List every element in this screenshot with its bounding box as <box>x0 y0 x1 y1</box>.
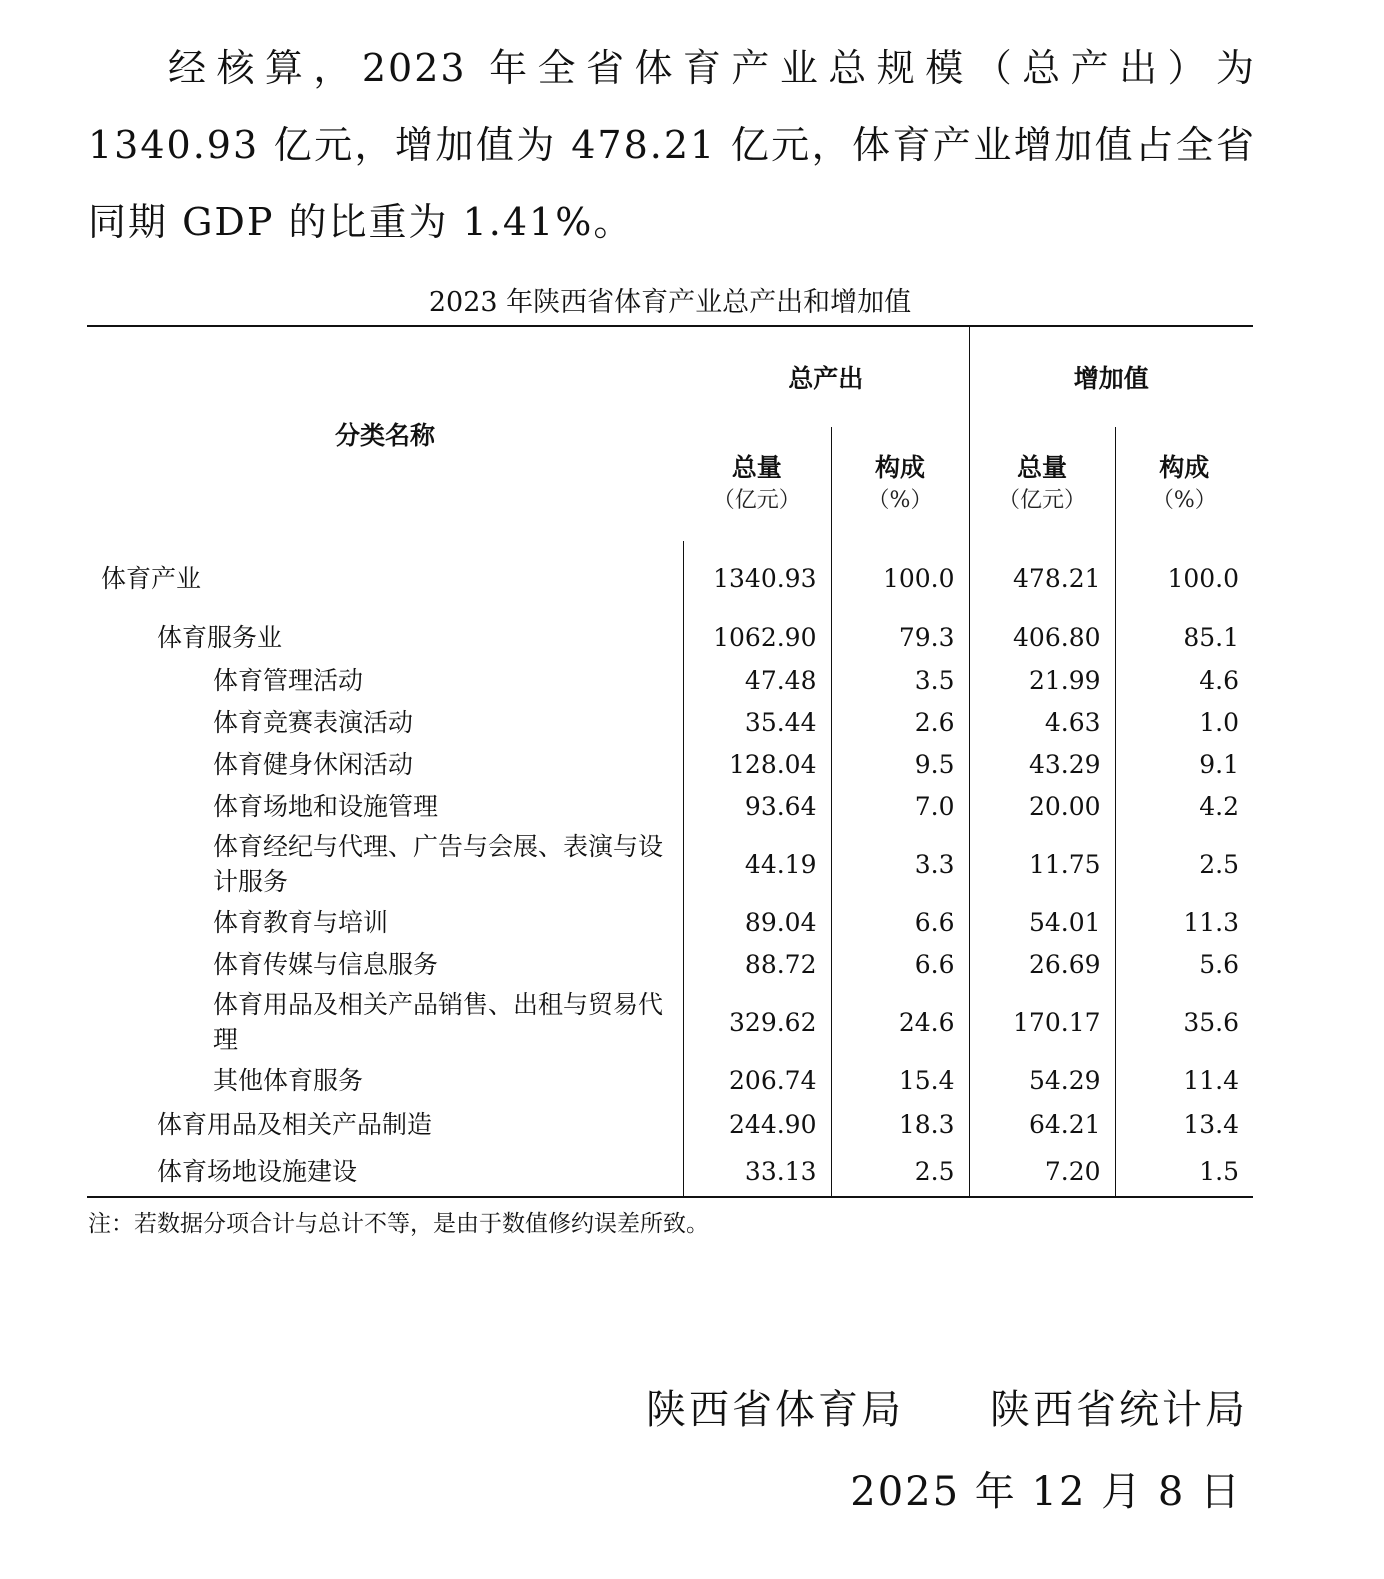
row-added-share: 4.2 <box>1199 791 1240 821</box>
row-output-total: 47.48 <box>683 659 831 701</box>
row-added-share: 11.4 <box>1183 1065 1240 1095</box>
header-category-name: 分类名称 <box>87 326 683 541</box>
row-output-share: 24.6 <box>831 985 969 1059</box>
row-output-share: 2.5 <box>831 1147 969 1197</box>
row-name: 体育教育与培训 <box>87 901 683 943</box>
row-name: 体育健身休闲活动 <box>87 743 683 785</box>
table-row <box>87 785 1253 827</box>
table-row <box>87 943 1253 985</box>
header-share-unit: （%） <box>867 488 933 513</box>
header-total-output: 总产出 <box>683 326 969 427</box>
row-output-share: 3.3 <box>831 827 969 901</box>
row-output-total: 33.13 <box>683 1147 831 1197</box>
table-row <box>87 615 1253 659</box>
row-added-share: 5.6 <box>1199 949 1240 979</box>
row-added-share: 100.0 <box>1167 563 1240 593</box>
row-output-share: 3.5 <box>831 659 969 701</box>
row-output-share: 79.3 <box>831 615 969 659</box>
row-output-share: 6.6 <box>831 943 969 985</box>
row-output-total: 35.44 <box>683 701 831 743</box>
header-total-label: 总量 <box>1017 453 1068 482</box>
row-output-share: 7.0 <box>831 785 969 827</box>
table-row <box>87 743 1253 785</box>
header-share-unit: （%） <box>1151 488 1217 513</box>
row-added-share: 4.6 <box>1199 665 1240 695</box>
table-row <box>87 1147 1253 1197</box>
row-added-total: 54.29 <box>969 1059 1115 1101</box>
row-added-share: 9.1 <box>1199 749 1240 779</box>
row-name: 体育场地和设施管理 <box>87 785 683 827</box>
row-added-share: 1.5 <box>1115 1147 1253 1197</box>
intro-paragraph: 经核算，2023 年全省体育产业总规模（总产出）为 1340.93 亿元，增加值为 478.21 亿元，体育产业增加值占全省同期 GDP 的比重为 1.41%。 <box>88 46 1256 244</box>
table-row <box>87 659 1253 701</box>
row-added-share: 85.1 <box>1183 622 1240 652</box>
table-row <box>87 985 1253 1059</box>
sports-industry-table <box>87 325 1253 1198</box>
signature-date: 2025 年 12 月 8 日 <box>850 1469 1242 1515</box>
row-added-total: 64.21 <box>969 1101 1115 1147</box>
row-name: 体育用品及相关产品销售、出租与贸易代理 <box>87 985 683 1059</box>
header-total-label: 总量 <box>731 453 782 482</box>
row-output-total: 206.74 <box>683 1059 831 1101</box>
row-output-total: 1340.93 <box>683 541 831 615</box>
row-name: 体育场地设施建设 <box>87 1147 683 1197</box>
row-name: 体育竞赛表演活动 <box>87 701 683 743</box>
row-added-total: 20.00 <box>969 785 1115 827</box>
row-added-total: 7.20 <box>969 1147 1115 1197</box>
row-output-total: 93.64 <box>683 785 831 827</box>
row-name: 其他体育服务 <box>87 1059 683 1101</box>
row-output-share: 6.6 <box>831 901 969 943</box>
row-added-total: 43.29 <box>969 743 1115 785</box>
row-output-total: 89.04 <box>683 901 831 943</box>
row-output-share: 9.5 <box>831 743 969 785</box>
row-output-total: 88.72 <box>683 943 831 985</box>
row-added-share: 1.0 <box>1199 707 1240 737</box>
row-name: 体育用品及相关产品制造 <box>87 1101 683 1147</box>
signature-organizations <box>646 1378 1248 1435</box>
row-added-total: 21.99 <box>969 659 1115 701</box>
header-output-share <box>831 427 969 541</box>
header-total-unit: （亿元） <box>712 488 801 513</box>
row-output-total: 128.04 <box>683 743 831 785</box>
header-output-total <box>683 427 831 541</box>
row-added-total: 406.80 <box>969 615 1115 659</box>
header-added-total <box>969 427 1115 541</box>
row-name: 体育管理活动 <box>87 659 683 701</box>
row-added-total: 26.69 <box>969 943 1115 985</box>
row-name: 体育传媒与信息服务 <box>87 943 683 985</box>
row-output-total: 44.19 <box>683 827 831 901</box>
row-added-share: 11.3 <box>1183 907 1240 937</box>
row-added-total: 170.17 <box>969 985 1115 1059</box>
header-added-share <box>1115 427 1253 541</box>
table-body <box>87 541 1253 1197</box>
row-output-share: 18.3 <box>831 1101 969 1147</box>
table-row <box>87 701 1253 743</box>
row-added-share: 13.4 <box>1183 1109 1240 1139</box>
header-share-label: 构成 <box>1159 453 1210 482</box>
table-note: 注：若数据分项合计与总计不等，是由于数值修约误差所致。 <box>88 1211 709 1237</box>
row-output-share: 100.0 <box>831 541 969 615</box>
table-row <box>87 901 1253 943</box>
row-added-total: 54.01 <box>969 901 1115 943</box>
table-row <box>87 827 1253 901</box>
signature-org-sports-bureau: 陕西省体育局 <box>646 1387 904 1433</box>
table-row <box>87 541 1253 615</box>
row-added-total: 4.63 <box>969 701 1115 743</box>
row-name: 体育产业 <box>87 541 683 615</box>
header-total-unit: （亿元） <box>998 488 1087 513</box>
header-share-label: 构成 <box>875 453 926 482</box>
header-added-value: 增加值 <box>969 326 1253 427</box>
row-name: 体育服务业 <box>87 615 683 659</box>
table-row <box>87 1101 1253 1147</box>
row-output-total: 1062.90 <box>683 615 831 659</box>
row-output-share: 15.4 <box>831 1059 969 1101</box>
row-added-total: 11.75 <box>969 827 1115 901</box>
table-title: 2023 年陕西省体育产业总产出和增加值 <box>428 287 912 318</box>
row-output-total: 244.90 <box>683 1101 831 1147</box>
row-output-share: 2.6 <box>831 701 969 743</box>
table-header <box>87 326 1253 541</box>
row-added-share: 35.6 <box>1183 1007 1240 1037</box>
row-name: 体育经纪与代理、广告与会展、表演与设计服务 <box>87 827 683 901</box>
row-added-total: 478.21 <box>969 541 1115 615</box>
table-row <box>87 1059 1253 1101</box>
row-added-share: 2.5 <box>1199 849 1240 879</box>
row-output-total: 329.62 <box>683 985 831 1059</box>
signature-org-statistics-bureau: 陕西省统计局 <box>990 1387 1248 1433</box>
